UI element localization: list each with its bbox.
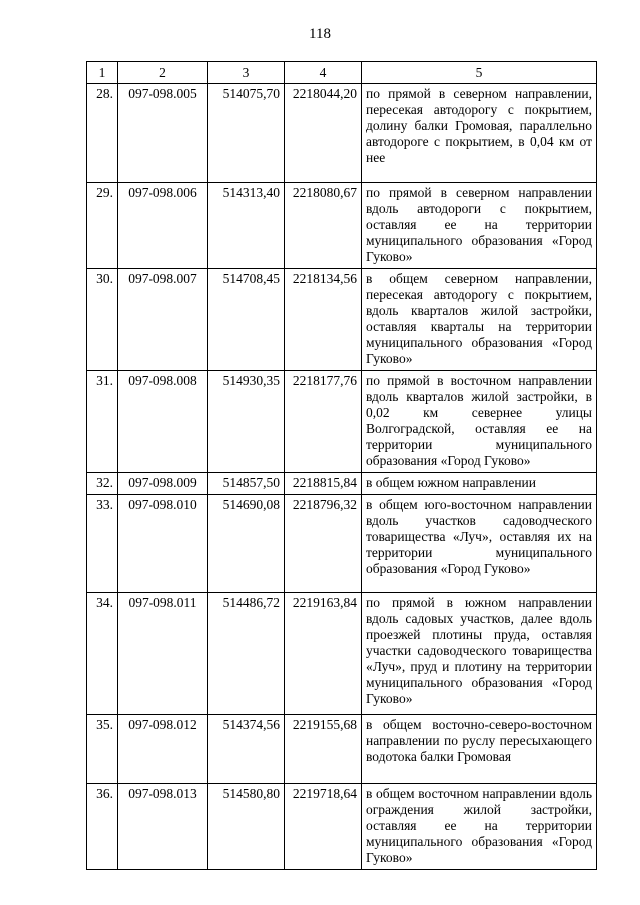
point-code: 097-098.006	[118, 183, 208, 269]
coord-y: 2218044,20	[285, 84, 362, 183]
coord-y: 2218134,56	[285, 269, 362, 371]
boundary-description: по прямой в северном направлении, пересекая автодорогу с покрытием, долину балки Громовая, параллельно автодороге с покрытием, в 0,04 км от нее	[362, 84, 597, 183]
coord-y: 2219155,68	[285, 715, 362, 784]
coord-x: 514930,35	[208, 371, 285, 473]
row-number: 34.	[87, 593, 118, 715]
table-row	[87, 784, 597, 870]
header-col-5: 5	[362, 62, 597, 84]
boundary-description: в общем восточном направлении вдоль ограждения жилой застройки, оставляя ее на территории муниципального образования «Город Гуково»	[362, 784, 597, 870]
table-row	[87, 715, 597, 784]
header-col-1: 1	[87, 62, 118, 84]
coord-x: 514486,72	[208, 593, 285, 715]
point-code: 097-098.010	[118, 495, 208, 593]
boundary-points-table	[86, 61, 597, 870]
table-row	[87, 495, 597, 593]
row-number: 36.	[87, 784, 118, 870]
row-number: 35.	[87, 715, 118, 784]
table-row	[87, 473, 597, 495]
row-number: 32.	[87, 473, 118, 495]
coord-y: 2219718,64	[285, 784, 362, 870]
point-code: 097-098.013	[118, 784, 208, 870]
coord-x: 514374,56	[208, 715, 285, 784]
coord-x: 514708,45	[208, 269, 285, 371]
point-code: 097-098.009	[118, 473, 208, 495]
coord-x: 514075,70	[208, 84, 285, 183]
row-number: 29.	[87, 183, 118, 269]
coord-x: 514857,50	[208, 473, 285, 495]
coord-y: 2218177,76	[285, 371, 362, 473]
row-number: 28.	[87, 84, 118, 183]
boundary-description: по прямой в южном направлении вдоль садовых участков, далее вдоль проезжей плотины пруда, оставляя участки садоводческого товарищества «Луч», пруд и плотину на территории муниципального образования «Город Гуково»	[362, 593, 597, 715]
row-number: 33.	[87, 495, 118, 593]
coord-y: 2218080,67	[285, 183, 362, 269]
boundary-description: в общем юго-восточном направлении вдоль участков садоводческого товарищества «Луч», оставляя их на территории муниципального образования «Город Гуково»	[362, 495, 597, 593]
coord-y: 2218815,84	[285, 473, 362, 495]
header-col-3: 3	[208, 62, 285, 84]
page-number: 118	[309, 26, 331, 42]
coord-x: 514690,08	[208, 495, 285, 593]
point-code: 097-098.007	[118, 269, 208, 371]
coord-x: 514580,80	[208, 784, 285, 870]
coord-y: 2218796,32	[285, 495, 362, 593]
boundary-description: в общем восточно-северо-восточном направлении по руслу пересыхающего водотока балки Громовая	[362, 715, 597, 784]
coord-x: 514313,40	[208, 183, 285, 269]
table-header-row	[87, 62, 597, 84]
boundary-description: в общем южном направлении	[362, 473, 597, 495]
point-code: 097-098.011	[118, 593, 208, 715]
table-row	[87, 371, 597, 473]
table-row	[87, 84, 597, 183]
coord-y: 2219163,84	[285, 593, 362, 715]
boundary-description: в общем северном направлении, пересекая автодорогу с покрытием, вдоль кварталов жилой застройки, оставляя кварталы на территории муниципального образования «Город Гуково»	[362, 269, 597, 371]
boundary-description: по прямой в северном направлении вдоль автодороги с покрытием, оставляя ее на территории муниципального образования «Город Гуково»	[362, 183, 597, 269]
table-row	[87, 269, 597, 371]
table-row	[87, 183, 597, 269]
header-col-2: 2	[118, 62, 208, 84]
row-number: 30.	[87, 269, 118, 371]
boundary-description: по прямой в восточном направлении вдоль кварталов жилой застройки, в 0,02 км севернее улицы Волгоградской, оставляя ее на территории муниципального образования «Город Гуково»	[362, 371, 597, 473]
header-col-4: 4	[285, 62, 362, 84]
row-number: 31.	[87, 371, 118, 473]
point-code: 097-098.005	[118, 84, 208, 183]
point-code: 097-098.012	[118, 715, 208, 784]
point-code: 097-098.008	[118, 371, 208, 473]
table-row	[87, 593, 597, 715]
